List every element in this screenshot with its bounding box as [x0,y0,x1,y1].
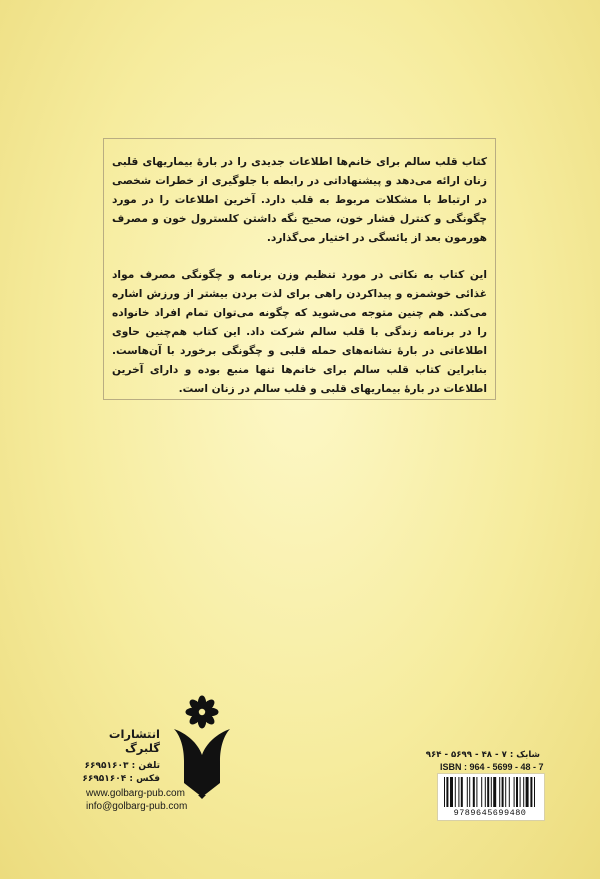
flower-book-logo-icon [170,695,234,799]
publisher-email-link[interactable]: info@golbarg-pub.com [86,801,188,812]
barcode-digits: 9789645699480 [453,808,527,818]
description-box [103,138,496,400]
publisher-phone: تلفن : ۶۶۹۵۱۶۰۳ [84,761,160,771]
isbn-latin: ISBN : 964 - 5699 - 48 - 7 [440,762,544,772]
isbn-persian: شابک : ۷ - ۴۸ - ۵۶۹۹ - ۹۶۴ [425,750,540,760]
barcode-bars [438,774,544,808]
publisher-name: انتشارات گلبرگ [108,727,160,755]
publisher-website-link[interactable]: www.golbarg-pub.com [86,788,185,799]
description-paragraph-2: این کتاب به نکاتی در مورد تنظیم وزن برنامه و چگونگی مصرف مواد غذائی خوشمزه و پیداکردن راهی برای لذت بردن بیشتر از ورزش اشاره می‌کند. هم چنین متوجه می‌شوید که چگونه می‌توان تمام افراد خانواده را در برنامه زندگی با قلب سالم شرکت داد. این کتاب هم‌چنین حاوی اطلاعاتی در بارهٔ نشانه‌های حمله قلبی و چگونگی برخورد با آن‌هاست. بنابراین کتاب قلب سالم برای خانم‌ها تنها منبع بوده و دارای آخرین اطلاعات در بارهٔ بیماریهای قلبی و قلب سالم در زنان است. [112,269,487,395]
publisher-fax: فکس : ۶۶۹۵۱۶۰۴ [82,774,160,784]
description-paragraph-1: کتاب قلب سالم برای خانم‌ها اطلاعات جدیدی را در بارهٔ بیماریهای قلبی زنان ارائه می‌دهد و پیشنهاداتی در رابطه با جلوگیری از خطرات شخصی در ارتباط با مشکلات مربوط به قلب دارد. آخرین اطلاعات را در مورد چگونگی و کنترل فشار خون، صحیح نگه داشتن کلسترول خون و مصرف هورمون بعد از یائسگی در اختیار می‌گذارد. [112,156,487,244]
